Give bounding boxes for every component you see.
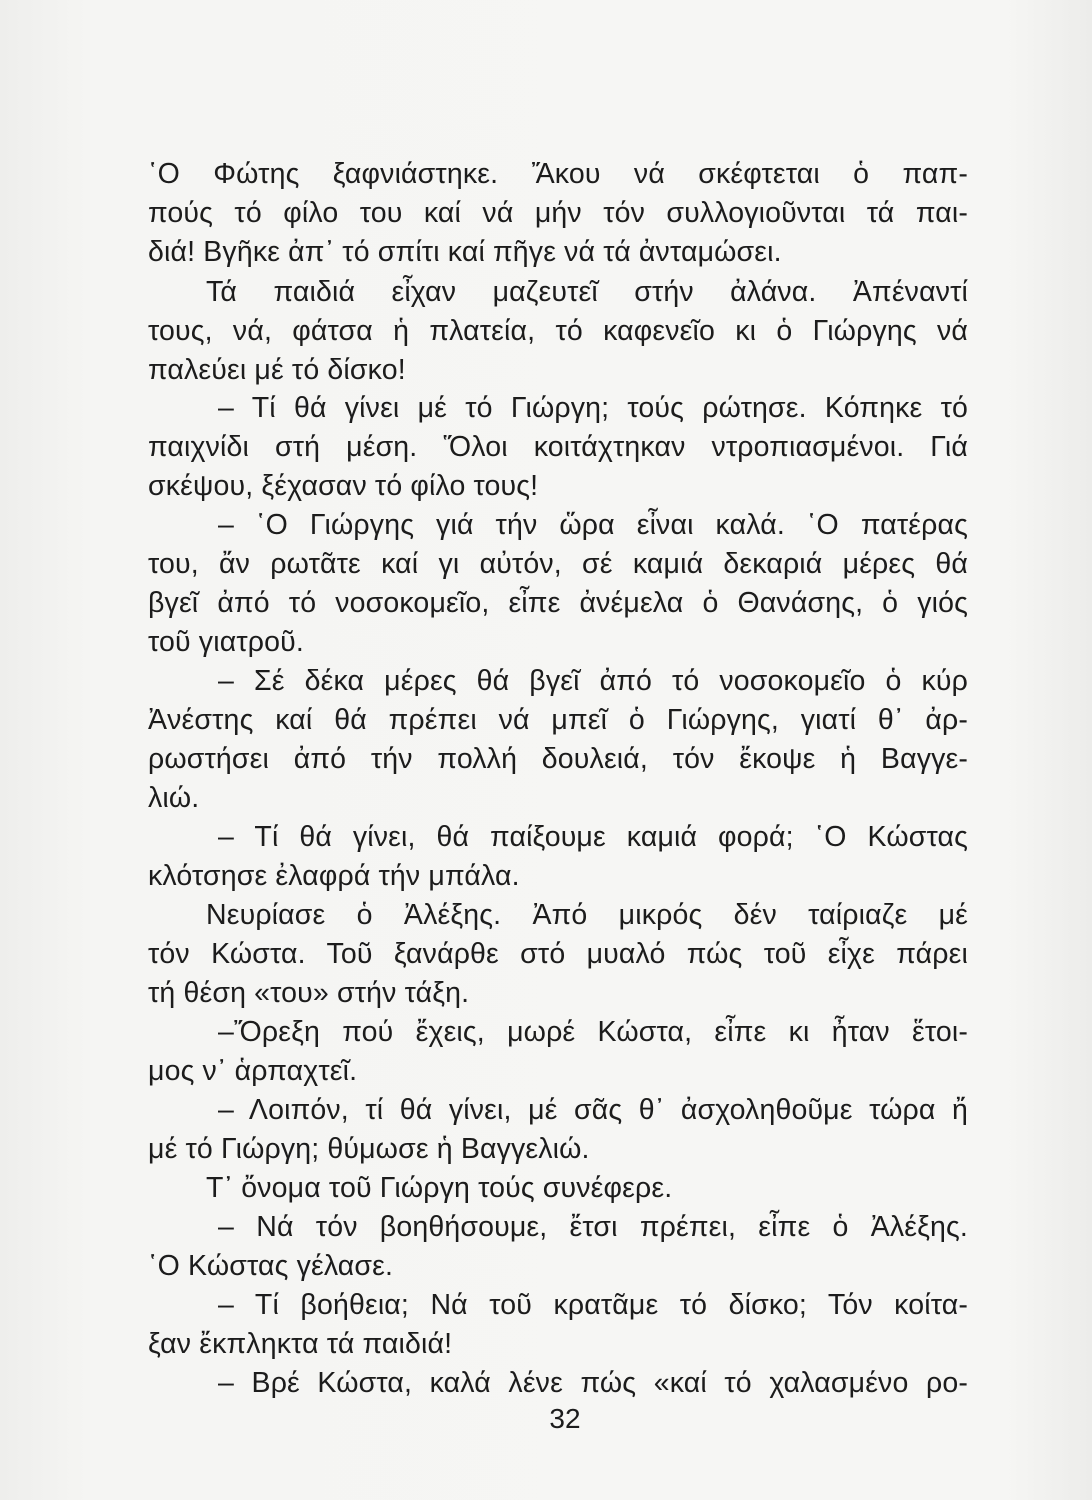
text-line: – Τί θά γίνει, θά παίξουμε καμιά φορά; ῾Ο Κώστας — [218, 821, 968, 853]
text-line: κλότσησε ἐλαφρά τήν μπάλα. — [148, 860, 520, 892]
text-line: ρωστήσει ἀπό τήν πολλή δουλειά, τόν ἔκοψε ἡ Βαγγε- — [148, 743, 968, 775]
text-line: –Ὄρεξη πού ἔχεις, μωρέ Κώστα, εἶπε κι ἦταν ἕτοι- — [218, 1016, 968, 1048]
text-line: τόν Κώστα. Τοῦ ξανάρθε στό μυαλό πώς τοῦ εἶχε πάρει — [148, 938, 968, 970]
text-line: – Βρέ Κώστα, καλά λένε πώς «καί τό χαλασμένο ρο- — [218, 1367, 968, 1399]
text-line: – Τί θά γίνει μέ τό Γιώργη; τούς ρώτησε. Κόπηκε τό — [218, 392, 968, 424]
text-line: βγεῖ ἀπό τό νοσοκομεῖο, εἶπε ἀνέμελα ὁ Θανάσης, ὁ γιός — [148, 587, 968, 619]
text-line: τοῦ γιατροῦ. — [148, 626, 304, 658]
text-line: – ῾Ο Γιώργης γιά τήν ὥρα εἶναι καλά. ῾Ο πατέρας — [218, 509, 968, 541]
text-line: λιώ. — [148, 782, 200, 814]
text-line: παλεύει μέ τό δίσκο! — [148, 354, 406, 386]
text-line: ῾Ο Φώτης ξαφνιάστηκε. Ἄκου νά σκέφτεται ὁ παπ- — [148, 158, 968, 190]
text-line: ξαν ἔκπληκτα τά παιδιά! — [148, 1328, 453, 1360]
text-line: Ἀνέστης καί θά πρέπει νά μπεῖ ὁ Γιώργης, γιατί θ᾽ ἀρ- — [148, 704, 968, 736]
text-line: τους, νά, φάτσα ἡ πλατεία, τό καφενεῖο κι ὁ Γιώργης νά — [148, 315, 968, 347]
text-line: σκέψου, ξέχασαν τό φίλο τους! — [148, 470, 539, 502]
text-line: μος ν᾽ ἁρπαχτεῖ. — [148, 1055, 358, 1087]
text-line: Τά παιδιά εἶχαν μαζευτεῖ στήν ἀλάνα. Ἀπέναντί — [206, 276, 968, 308]
text-line: – Λοιπόν, τί θά γίνει, μέ σᾶς θ᾽ ἀσχοληθοῦμε τώρα ἤ — [218, 1094, 968, 1126]
text-line: διά! Βγῆκε ἀπ᾽ τό σπίτι καί πῆγε νά τά ἀνταμώσει. — [148, 236, 782, 268]
page-number: 32 — [549, 1403, 581, 1434]
text-line: του, ἄν ρωτᾶτε καί γι αὐτόν, σέ καμιά δεκαριά μέρες θά — [148, 548, 968, 580]
text-line: ῾Ο Κώστας γέλασε. — [148, 1250, 394, 1282]
text-line: μέ τό Γιώργη; θύμωσε ἡ Βαγγελιώ. — [148, 1133, 590, 1165]
text-line: – Νά τόν βοηθήσουμε, ἔτσι πρέπει, εἶπε ὁ Ἀλέξης. — [218, 1211, 968, 1243]
text-line: – Τί βοήθεια; Νά τοῦ κρατᾶμε τό δίσκο; Τόν κοίτα- — [218, 1289, 968, 1321]
text-line: – Σέ δέκα μέρες θά βγεῖ ἀπό τό νοσοκομεῖο ὁ κύρ — [218, 665, 968, 697]
text-line: τή θέση «του» στήν τάξη. — [148, 977, 470, 1009]
text-line: Τ᾽ ὄνομα τοῦ Γιώργη τούς συνέφερε. — [206, 1172, 673, 1204]
text-line: Νευρίασε ὁ Ἀλέξης. Ἀπό μικρός δέν ταίριαζε μέ — [206, 899, 968, 931]
text-line: πούς τό φίλο του καί νά μήν τόν συλλογιοῦνται τά παι- — [148, 197, 968, 229]
text-line: παιχνίδι στή μέση. Ὅλοι κοιτάχτηκαν ντροπιασμένοι. Γιά — [148, 431, 968, 463]
